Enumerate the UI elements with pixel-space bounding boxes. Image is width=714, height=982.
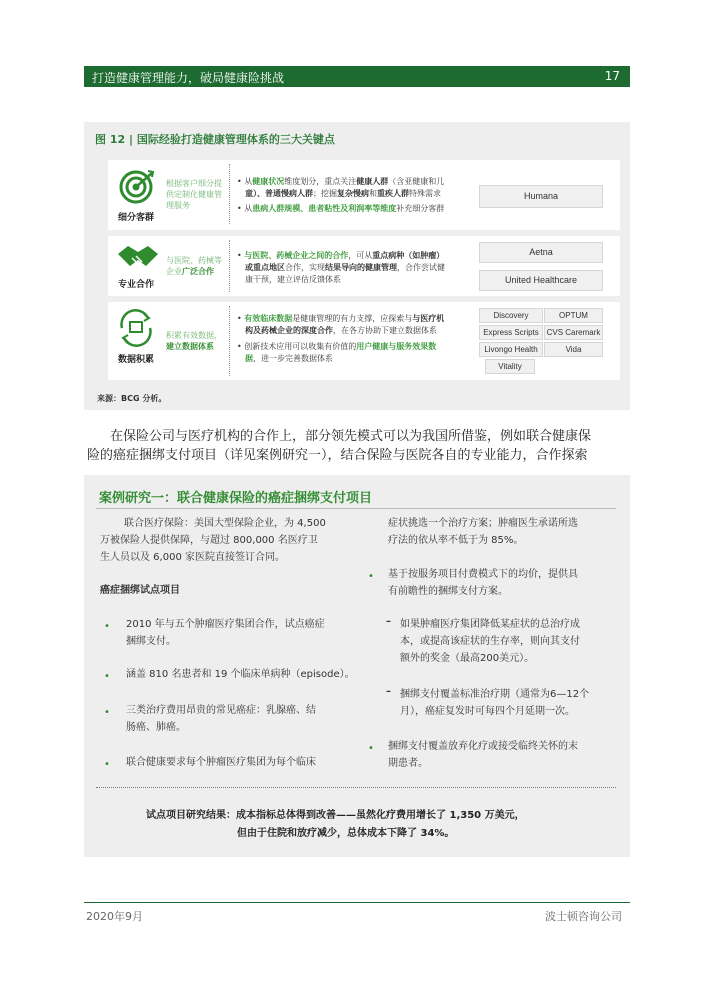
desc-line: • 创新技术应用可以收集有价值的用户健康与服务效果数: [237, 342, 437, 351]
pilot-heading: 癌症捆绑试点项目: [100, 585, 180, 596]
text-line: 基于按服务项目付费模式下的均价，提供具: [388, 569, 578, 580]
company-united-healthcare: United Healthcare: [479, 270, 603, 291]
row-label-cooperation: 专业合作: [118, 280, 155, 290]
bullet-dot: •: [104, 759, 110, 770]
text-line: 联合健康要求每个肿瘤医疗集团为每个临床: [126, 757, 316, 768]
divider: [229, 240, 230, 292]
data-cycle-icon: [112, 306, 164, 358]
text-line: 本，或提高该症状的生存率，则向其支付: [400, 636, 580, 647]
row-sub-line: 根据客户细分提: [166, 179, 222, 188]
dash-marker: –: [386, 616, 391, 627]
bullet-dot: •: [368, 743, 374, 754]
text-line: 捆绑支付覆盖标准治疗期（通常为6—12个: [400, 689, 590, 700]
text-line: 肠癌、肺癌。: [126, 722, 186, 733]
result-line-2: 但由于住院和放疗减少，总体成本下降了 34%。: [237, 828, 455, 839]
row-sub-line: 积累有效数据，: [166, 331, 222, 340]
row-sub-line: 供定制化健康管: [166, 190, 222, 199]
desc-line: • 有效临床数据是健康管理的有力支撑，应探索与与医疗机: [237, 314, 445, 323]
company-express-scripts: Express Scripts: [479, 325, 543, 340]
right-dash-2: [400, 686, 589, 720]
text-line: 症状挑选一个治疗方案；肿瘤医生承诺所选: [388, 518, 578, 529]
text-line: 联合医疗保险：美国大型保险企业，为 4,500: [124, 518, 326, 529]
bullet-dot: •: [104, 671, 110, 682]
right-dash-1: [400, 616, 580, 667]
desc-line: 童）、普通慢病人群；挖掘复杂慢病和重疾人群特殊需求: [245, 189, 441, 198]
row-desc-segmentation: [237, 176, 444, 215]
left-bullet-2: [126, 666, 355, 683]
divider: [229, 164, 230, 224]
case-intro: [100, 515, 360, 566]
row-desc-data: [237, 313, 444, 365]
figure-source: 来源：BCG 分析。: [97, 394, 167, 403]
text-line: 捆绑支付覆盖放弃化疗或接受临终关怀的末: [388, 741, 578, 752]
result-line-1: 试点项目研究结果：成本指标总体得到改善——虽然化疗费用增长了 1,350 万美元，: [146, 810, 525, 821]
divider: [229, 306, 230, 376]
company-livongo-health: Livongo Health: [479, 342, 543, 357]
text-line: 捆绑支付。: [126, 636, 176, 647]
row-sub-line: 与医院、药械等: [166, 256, 222, 265]
desc-line: 康干预，建立评估反馈体系: [245, 275, 341, 284]
desc-line: 或重点地区合作，实现结果导向的健康管理，合作尝试健: [245, 263, 445, 272]
company-humana: Humana: [479, 185, 603, 208]
desc-line: 据，进一步完善数据体系: [245, 354, 333, 363]
left-bullet-1: [126, 616, 325, 650]
row-label-data: 数据积累: [118, 355, 155, 365]
left-bullet-4: [126, 754, 316, 771]
bullet-dot: •: [368, 571, 374, 582]
company-vitality: Vitality: [485, 359, 535, 374]
row-sub-data: [166, 330, 222, 352]
text-line: 疗法的依从率不低于为 85%。: [388, 535, 524, 546]
row-sub-line: 理服务: [166, 201, 190, 210]
desc-line: • 从健康状况维度划分，重点关注健康人群（含亚健康和儿: [237, 177, 445, 186]
company-aetna: Aetna: [479, 242, 603, 263]
footer-org: 波士顿咨询公司: [545, 910, 622, 923]
row-sub-segmentation: [166, 178, 222, 211]
text-line: 月），癌症复发时可每四个月延期一次。: [400, 706, 575, 717]
desc-line: • 与医院、药械企业之间的合作，可从重点病种（如肿瘤）: [237, 251, 445, 260]
case-study-title: 案例研究一：联合健康保险的癌症捆绑支付项目: [99, 491, 373, 506]
text-line: 额外的奖金（最高200美元）。: [400, 653, 535, 664]
bullet-dot: •: [104, 621, 110, 632]
footer-date: 2020年9月: [86, 910, 143, 923]
target-icon: [112, 163, 164, 215]
text-line: 如果肿瘤医疗集团降低某症状的总治疗成: [400, 619, 580, 630]
text-line: 涵盖 810 名患者和 19 个临床单病种（episode）。: [126, 669, 355, 680]
divider: [96, 508, 616, 509]
left-bullet-3: [126, 702, 316, 736]
dash-marker: –: [386, 686, 391, 697]
company-vida: Vida: [544, 342, 603, 357]
row-sub-line: 建立数据体系: [166, 342, 214, 351]
company-cvs-caremark: CVS Caremark: [544, 325, 603, 340]
header-bar: [84, 66, 630, 87]
text-line: 期患者。: [388, 758, 428, 769]
text-line: 2010 年与五个肿瘤医疗集团合作，试点癌症: [126, 619, 325, 630]
header-title: 打造健康管理能力，破局健康险挑战: [92, 71, 285, 85]
body-paragraph-line1: 在保险公司与医疗机构的合作上，部分领先模式可以为我国所借鉴，例如联合健康保: [110, 429, 592, 444]
right-continuation: [388, 515, 578, 549]
page-number: 17: [604, 69, 620, 83]
right-bullet-2: [388, 738, 578, 772]
text-line: 三类治疗费用昂贵的常见癌症：乳腺癌、结: [126, 705, 316, 716]
row-label-segmentation: 细分客群: [118, 213, 155, 223]
row-sub-cooperation: [166, 255, 222, 277]
company-optum: OPTUM: [544, 308, 603, 323]
text-line: 万被保险人提供保障，与超过 800,000 名医疗卫: [100, 535, 318, 546]
text-line: 有前瞻性的捆绑支付方案。: [388, 586, 508, 597]
row-desc-cooperation: [237, 250, 445, 286]
footer-line: [84, 902, 630, 903]
row-sub-line: 企业广泛合作: [166, 267, 214, 276]
desc-line: • 从患病人群规模、患者粘性及利润率等维度补充细分客群: [237, 204, 445, 213]
figure-title: 图 12 | 国际经验打造健康管理体系的三大关键点: [95, 133, 335, 146]
company-discovery: Discovery: [479, 308, 543, 323]
body-paragraph-line2: 险的癌症捆绑支付项目（详见案例研究一），结合保险与医院各自的专业能力，合作探索: [87, 448, 588, 463]
desc-line: 构及药械企业的深度合作，在各方协助下建立数据体系: [245, 326, 437, 335]
bullet-dot: •: [104, 707, 110, 718]
text-line: 生人员以及 6,000 家医院直接签订合同。: [100, 552, 285, 563]
right-bullet-1: [388, 566, 578, 600]
divider: [96, 787, 616, 788]
